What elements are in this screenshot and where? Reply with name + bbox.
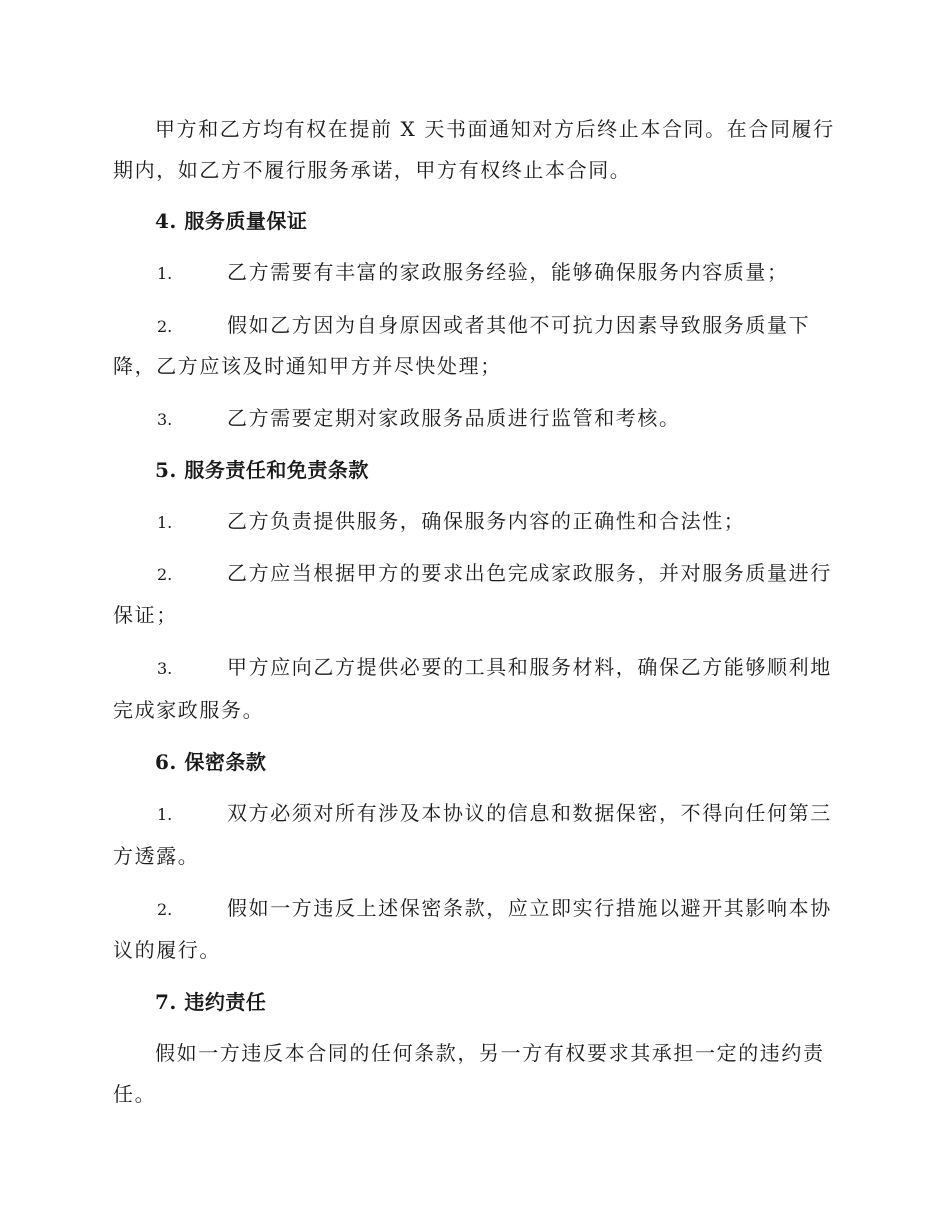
section-heading: 4. 服务质量保证 xyxy=(155,209,308,233)
paragraph-line: 假如一方违反本合同的任何条款，另一方有权要求其承担一定的违约责 xyxy=(155,1041,825,1065)
list-item-number: 3. xyxy=(157,410,173,429)
list-item-text: 假如一方违反上述保密条款，应立即实行措施以避开其影响本协 xyxy=(227,896,832,920)
list-item-text: 乙方需要定期对家政服务品质进行监管和考核。 xyxy=(227,406,681,430)
paragraph-line: 甲方和乙方均有权在提前 X 天书面通知对方后终止本合同。在合同履行 xyxy=(155,117,835,141)
list-item-number: 1. xyxy=(157,805,173,824)
list-item-text: 完成家政服务。 xyxy=(113,698,265,722)
section-heading: 6. 保密条款 xyxy=(155,750,267,774)
list-item-number: 1. xyxy=(157,264,173,283)
section-heading: 7. 违约责任 xyxy=(155,990,267,1014)
list-item-number: 3. xyxy=(157,659,173,678)
list-item-text: 双方必须对所有涉及本协议的信息和数据保密，不得向任何第三 xyxy=(227,801,832,825)
list-item-number: 2. xyxy=(157,900,173,919)
paragraph-line: 任。 xyxy=(113,1082,157,1106)
list-item-text: 议的履行。 xyxy=(113,938,221,962)
list-item-text: 假如乙方因为自身原因或者其他不可抗力因素导致服务质量下 xyxy=(227,313,811,337)
list-item-text: 方透露。 xyxy=(113,844,200,868)
list-item-text: 乙方负责提供服务，确保服务内容的正确性和合法性； xyxy=(227,509,746,533)
list-item-number: 1. xyxy=(157,513,173,532)
list-item-text: 乙方需要有丰富的家政服务经验，能够确保服务内容质量； xyxy=(227,260,789,284)
paragraph-line: 期内，如乙方不履行服务承诺，甲方有权终止本合同。 xyxy=(113,158,632,182)
list-item-number: 2. xyxy=(157,317,173,336)
list-item-text: 降，乙方应该及时通知甲方并尽快处理； xyxy=(113,354,502,378)
list-item-text: 甲方应向乙方提供必要的工具和服务材料，确保乙方能够顺利地 xyxy=(227,655,832,679)
list-item-number: 2. xyxy=(157,565,173,584)
list-item-text: 保证； xyxy=(113,603,178,627)
section-heading: 5. 服务责任和免责条款 xyxy=(155,458,369,482)
list-item-text: 乙方应当根据甲方的要求出色完成家政服务，并对服务质量进行 xyxy=(227,561,832,585)
